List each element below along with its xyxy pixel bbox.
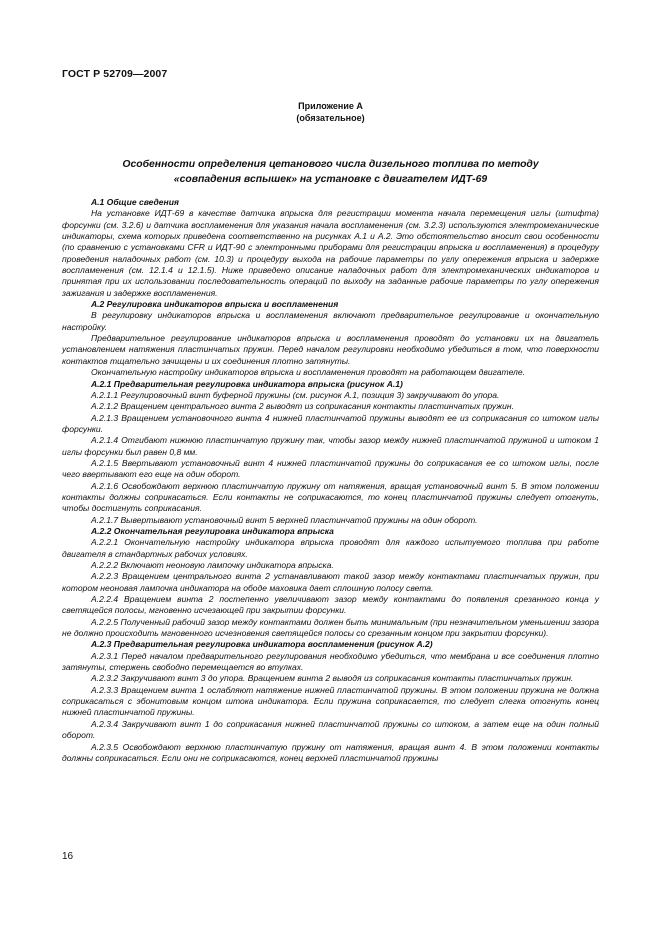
section-heading: А.2.1 Предварительная регулировка индикатора впрыска (рисунок А.1) <box>91 378 403 389</box>
document-code: ГОСТ Р 52709—2007 <box>62 68 168 80</box>
title-line-1: Особенности определения цетанового числа дизельного топлива по методу <box>122 159 539 170</box>
paragraph: На установке ИДТ-69 в качестве датчика впрыска для регистрации момента начала перемещения иглы (штифта) форсунки (см. 3.2.6) и датчика воспламенения для указания начала воспламенения (см. 3.2.3) используются электромеханические индикаторы, схема которых приведена соответственно на рисунках А.1 и А.2. Это обстоятельство вносит свои особенности (по сравнению с установками CFR и ИДТ-90 с электронными приборами для регистрации впрыска и воспламенения) в процедуру проведения наладочных работ (см. 10.3) и процедуру выхода на рабочие параметры по углу опережения впрыска и задержке воспламенения (см. 12.1.4 и 12.1.5). Ниже приведено описание наладочных работ для электромеханических индикаторов и принятая при их использовании последовательность операций по выходу на заданные рабочие параметры по углу опережения зажигания и задержке воспламенения. <box>62 208 599 298</box>
paragraph: А.2.3.1 Перед началом предварительного регулирования необходимо убедиться, что мембрана и все соединения плотно затянуты, стержень свободно перемещается во втулках. <box>62 650 599 673</box>
appendix-label: Приложение А <box>298 101 363 111</box>
appendix-heading <box>0 100 661 124</box>
paragraph: А.2.1.5 Ввертывают установочный винт 4 нижней пластинчатой пружины до соприкасания ее со штоком иглы, после чего ввертывают его еще на один оборот. <box>62 457 599 480</box>
paragraph: А.2.2.3 Вращением центрального винта 2 устанавливают такой зазор между контактами пластинчатых пружин, при котором неоновая лампочка индикатора на ободе маховика дает сплошную полосу света. <box>62 571 599 593</box>
section-heading: А.2.3 Предварительная регулировка индикатора воспламенения (рисунок А.2) <box>91 639 433 650</box>
section-heading: А.1 Общие сведения <box>91 197 179 207</box>
paragraph: А.2.1.3 Вращением установочного винта 4 нижней пластинчатой пружины выводят ее из соприкасания со штоком иглы форсунки. <box>62 412 599 434</box>
paragraph: В регулировку индикаторов впрыска и воспламенения включают предварительное регулирование и окончательную настройку. <box>62 310 599 332</box>
paragraph: Предварительное регулирование индикаторов впрыска и воспламенения проводят до установки их на двигатель установлением натяжения пластинчатых пружин. Перед началом регулировки необходимо убедиться в том, что поверхности контактов тщательно зачищены и их соединения плотно затянуты. <box>62 333 599 366</box>
title-line-2: «совпадения вспышек» на установке с двигателем ИДТ-69 <box>173 174 488 185</box>
paragraph: А.2.3.5 Освобождают верхнюю пластинчатую пружину от натяжения, вращая винт 4. В этом положении контакты должны соприкасаться. Если они не соприкасаются, конец верхней пластинчатой пружины <box>62 741 599 763</box>
paragraph: А.2.1.2 Вращением центрального винта 2 выводят из соприкасания контакты пластинчатых пружин. <box>91 401 514 412</box>
paragraph: Окончательную настройку индикаторов впрыска и воспламенения проводят на работающем двигателе. <box>91 367 525 378</box>
paragraph: А.2.3.2 Закручивают винт 3 до упора. Вращением винта 2 выводя из соприкасания контакты пластинчатых пружин. <box>91 673 574 684</box>
appendix-status: (обязательное) <box>296 113 365 123</box>
paragraph: А.2.1.1 Регулировочный винт буферной пружины (см. рисунок А.1, позиция 3) закручивают до упора. <box>91 389 500 400</box>
section-heading: А.2 Регулировка индикаторов впрыска и воспламенения <box>91 299 339 310</box>
paragraph: А.2.2.2 Включают неоновую лампочку индикатора впрыска. <box>91 560 334 570</box>
paragraph: А.2.3.4 Закручивают винт 1 до соприкасания нижней пластинчатой пружины со штоком, а затем еще на один полный оборот. <box>62 718 599 741</box>
paragraph: А.2.1.4 Отгибают нижнюю пластинчатую пружину так, чтобы зазор между нижней пластинчатой пружиной и штоком 1 иглы форсунки был равен 0,8 мм. <box>62 435 599 457</box>
paragraph: А.2.1.7 Вывертывают установочный винт 5 верхней пластинчатой пружины на один оборот. <box>91 514 478 525</box>
paragraph: А.2.1.6 Освобождают верхнюю пластинчатую пружину от натяжения, вращая установочный винт 5. В этом положении контакты должны соприкасаться. Если контакты не соприкасаются, то конец пластинчатой пружины следует отогнуть, чтобы достигнуть соприкасания. <box>62 480 599 514</box>
paragraph: А.2.2.1 Окончательную настройку индикатора впрыска проводят для каждого испытуемого топлива при работе двигателя в стандартных рабочих условиях. <box>62 537 599 559</box>
paragraph: А.2.3.3 Вращением винта 1 ослабляют натяжение нижней пластинчатой пружины. В этом положении пружина не должна соприкасаться с эбонитовым концом штока индикатора. Если пружина соприкасается, то следует слегка отогнуть конец нижней пластинчатой пружины. <box>62 684 599 718</box>
appendix-title <box>70 157 591 187</box>
page-number: 16 <box>62 851 74 862</box>
paragraph: А.2.2.4 Вращением винта 2 постепенно увеличивают зазор между контактами до появления срезанного конца у светящейся полосы, мгновенно исчезающей при закрытии форсунки. <box>62 594 599 616</box>
document-body <box>62 197 599 764</box>
section-heading: А.2.2 Окончательная регулировка индикатора впрыска <box>91 525 334 536</box>
paragraph: А.2.2.5 Полученный рабочий зазор между контактами должен быть минимальным (при незначительном уменьшении зазора не должно происходить мгновенного исчезновения светящейся полосы со срезанным концом при закрытии форсунки). <box>62 616 599 639</box>
